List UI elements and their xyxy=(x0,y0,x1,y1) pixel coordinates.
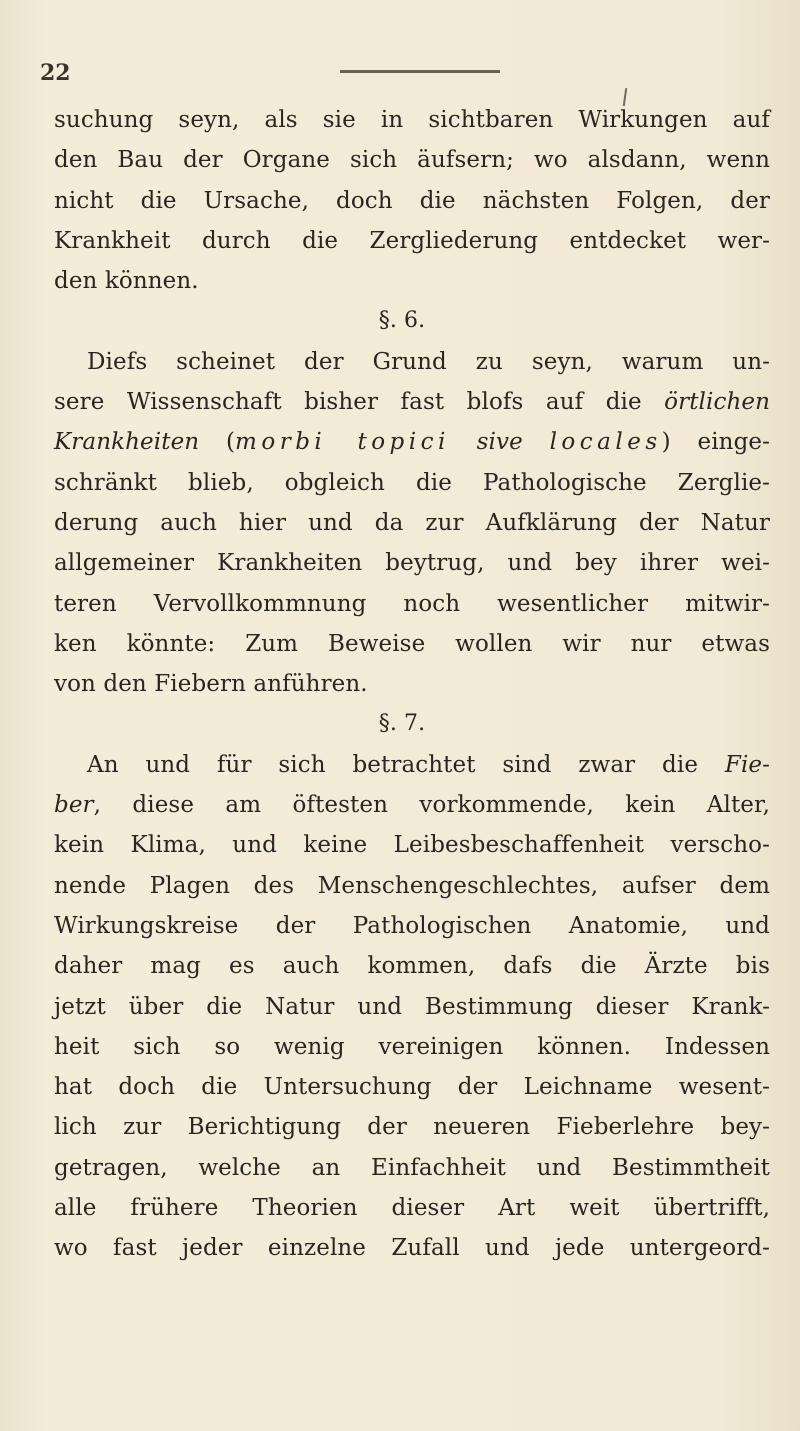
text-line xyxy=(54,463,770,503)
text-line xyxy=(54,1027,770,1067)
page-number: 22 xyxy=(40,60,71,86)
text-span: kein Klima, und keine Leibesbeschaffenheit verscho- xyxy=(54,832,770,859)
text-line xyxy=(54,543,770,583)
text-line xyxy=(54,987,770,1027)
text-span: Krankheit durch die Zergliederung entdecket wer- xyxy=(54,227,770,254)
text-line xyxy=(54,664,770,704)
text-line xyxy=(54,906,770,946)
text-span: schränkt blieb, obgleich die Pathologische Zerglie- xyxy=(54,469,770,496)
text-span: An und für sich betrachtet sind zwar die xyxy=(87,751,725,778)
text-span: , diese am öftesten vorkommende, kein Alter, xyxy=(93,792,770,819)
text-span: jetzt über die Natur und Bestimmung dieser Krank- xyxy=(54,993,770,1020)
text-span: ( xyxy=(199,429,236,456)
text-line xyxy=(54,584,770,624)
text-span: getragen, welche an Einfachheit und Bestimmtheit xyxy=(54,1154,770,1181)
text-line xyxy=(54,221,770,261)
text-span: allgemeiner Krankheiten beytrug, und bey ihrer wei- xyxy=(54,550,770,577)
emphasis-span: Krankheiten xyxy=(54,429,200,456)
text-line xyxy=(54,261,770,301)
emphasis-span: morbi topici xyxy=(235,429,450,456)
text-line xyxy=(54,624,770,664)
emphasis-span: sive xyxy=(449,429,550,456)
text-span: sere Wissenschaft bisher fast blofs auf die xyxy=(54,389,665,416)
emphasis-span: locales xyxy=(549,429,662,456)
body-text xyxy=(54,100,770,1269)
text-span: nende Plagen des Menschengeschlechtes, aufser dem xyxy=(54,872,770,899)
text-line xyxy=(54,100,770,140)
text-line xyxy=(54,1107,770,1147)
text-span: lich zur Berichtigung der neueren Fieberlehre bey- xyxy=(54,1114,770,1141)
text-span: ken könnte: Zum Beweise wollen wir nur etwas xyxy=(54,630,770,657)
text-span: hat doch die Untersuchung der Leichname wesent- xyxy=(54,1074,770,1101)
text-line xyxy=(54,342,770,382)
emphasis-span: örtlichen xyxy=(664,389,770,416)
text-span: daher mag es auch kommen, dafs die Ärzte bis xyxy=(54,953,770,980)
text-line xyxy=(54,1148,770,1188)
text-line xyxy=(54,1228,770,1268)
text-line xyxy=(54,745,770,785)
section-heading: §. 6. xyxy=(378,308,426,334)
text-span: von den Fiebern anführen. xyxy=(54,671,368,698)
text-line xyxy=(54,422,770,462)
text-line xyxy=(54,1067,770,1107)
text-span: wo fast jeder einzelne Zufall und jede untergeord- xyxy=(54,1235,770,1262)
text-line xyxy=(54,382,770,422)
text-span: nicht die Ursache, doch die nächsten Folgen, der xyxy=(54,187,770,214)
text-span: den können. xyxy=(54,268,199,295)
text-span: Diefs scheinet der Grund zu seyn, warum un- xyxy=(87,348,770,375)
text-span: Wirkungskreise der Pathologischen Anatomie, und xyxy=(54,912,770,939)
text-span: ) einge- xyxy=(661,429,770,456)
text-span: heit sich so wenig vereinigen können. Indessen xyxy=(54,1033,770,1060)
text-span: alle frühere Theorien dieser Art weit übertrifft, xyxy=(54,1195,770,1222)
text-line xyxy=(54,785,770,825)
text-span: teren Vervollkommnung noch wesentlicher mitwir- xyxy=(54,590,770,617)
text-line xyxy=(54,866,770,906)
text-span: derung auch hier und da zur Aufklärung der Natur xyxy=(54,509,770,536)
text-line xyxy=(54,140,770,180)
emphasis-span: ber xyxy=(54,792,94,819)
text-line xyxy=(54,1188,770,1228)
header-rule xyxy=(340,70,500,73)
section-heading: §. 7. xyxy=(378,711,426,737)
emphasis-span: Fie- xyxy=(724,751,770,778)
text-span: suchung seyn, als sie in sichtbaren Wirkungen auf xyxy=(54,107,770,133)
text-span: den Bau der Organe sich äufsern; wo alsdann, wenn xyxy=(54,147,770,174)
text-line xyxy=(54,825,770,865)
text-line xyxy=(54,946,770,986)
text-line xyxy=(54,503,770,543)
text-line xyxy=(54,181,770,221)
